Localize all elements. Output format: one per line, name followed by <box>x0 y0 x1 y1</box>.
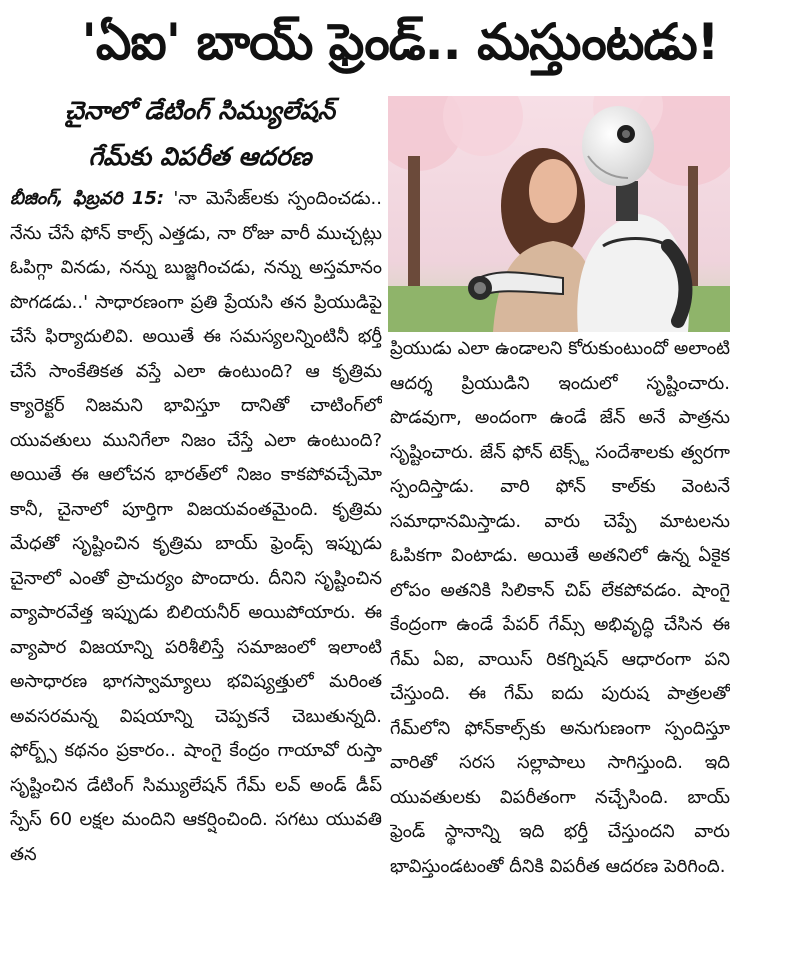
subheadline-line-1: చైనాలో డేటింగ్ సిమ్యులేషన్ <box>64 96 336 125</box>
headline: 'ఏఐ' బాయ్ ఫ్రెండ్.. మస్తుంటడు! <box>81 13 719 71</box>
article-left-column <box>10 182 382 952</box>
subheadline-line-2: గేమ్‌కు విపరీత ఆదరణ <box>88 142 312 171</box>
article-right-column: ప్రియుడు ఎలా ఉండాలని కోరుకుంటుందో అలాంటి ఆదర్శ ప్రియుడిని ఇందులో సృష్టించారు. పొడవుగా, అందంగా ఉండే జేన్ అనే పాత్రను సృష్టించారు. జేన్ ఫోన్ టెక్స్ట్ సందేశాలకు త్వరగా స్పందిస్తాడు. వారి ఫోన్ కాల్‌కు వెంటనే సమాధానమిస్తాడు. వారు చెప్పే మాటలను ఓపికగా వింటాడు. అయితే అతనిలో ఉన్న ఏకైక లోపం అతనికి సిలికాన్ చిప్ లేకపోవడం. షాంగై కేంద్రంగా ఉండే పేపర్ గేమ్స్ అభివృద్ధి చేసిన ఈ గేమ్ ఏఐ, వాయిస్ రికగ్నిషన్ ఆధారంగా పని చేస్తుంది. ఈ గేమ్ ఐదు పురుష పాత్రలతో గేమ్‌లోని ఫోన్‌కాల్స్‌కు అనుగుణంగా స్పందిస్తూ వారితో సరస సల్లాపాలు సాగిస్తుంది. ఇది యువతులకు విపరీతంగా నచ్చేసింది. బాయ్ ఫ్రెండ్ స్థానాన్ని ఇది భర్తీ చేస్తుందని వారు భావిస్తుండటంతో దీనికి విపరీత ఆదరణ పెరిగింది. <box>390 338 730 877</box>
dateline: బీజింగ్, ఫిబ్రవరి 15: <box>10 188 174 209</box>
robot-hug-photo <box>388 96 730 332</box>
article-left-text: 'నా మెసేజ్‌లకు స్పందించడు.. నేను చేసే ఫోన్ కాల్స్ ఎత్తడు, నా రోజు వారీ ముచ్చట్లు ఓపిగ్గా వినడు, నన్ను బుజ్జగించడు, నన్ను అస్తమానం పొగడడు..' సాధారణంగా ప్రతి ప్రేయసి తన ప్రియుడిపై చేసే ఫిర్యాదులివి. అయితే ఈ సమస్యలన్నింటినీ భర్తీ చేసే సాంకేతికత వస్తే ఎలా ఉంటుంది? ఆ కృత్రిమ క్యారెక్టర్ నిజమని భావిస్తూ దానితో చాటింగ్‌లో యువతులు మునిగేలా నిజం చేస్తే ఎలా ఉంటుంది? అయితే ఈ ఆలోచన భారత్‌లో నిజం కాకపోవచ్చేమో కానీ, చైనాలో పూర్తిగా విజయవంతమైంది. కృత్రిమ మేధతో సృష్టించిన కృత్రిమ బాయ్ ఫ్రెండ్స్ ఇప్పుడు చైనాలో ఎంతో ప్రాచుర్యం పొందారు. దీనిని సృష్టించిన వ్యాపారవేత్త ఇప్పుడు బిలియనీర్ అయిపోయారు. ఈ వ్యాపార విజయాన్ని పరిశీలిస్తే సమాజంలో ఇలాంటి అసాధారణ భాగస్వామ్యాలు భవిష్యత్తులో మరింత అవసరమన్న విషయాన్ని చెప్పకనే చెబుతున్నది. ఫోర్బ్స్ కథనం ప్రకారం.. షాంగై కేంద్రం గాయావో రుస్తా సృష్టించిన డేటింగ్ సిమ్యులేషన్ గేమ్ లవ్ అండ్ డీప్ స్పేస్ 60 లక్షల మందిని ఆకర్షించింది. సగటు యువతి తన <box>10 188 382 865</box>
subheadline <box>10 88 390 180</box>
